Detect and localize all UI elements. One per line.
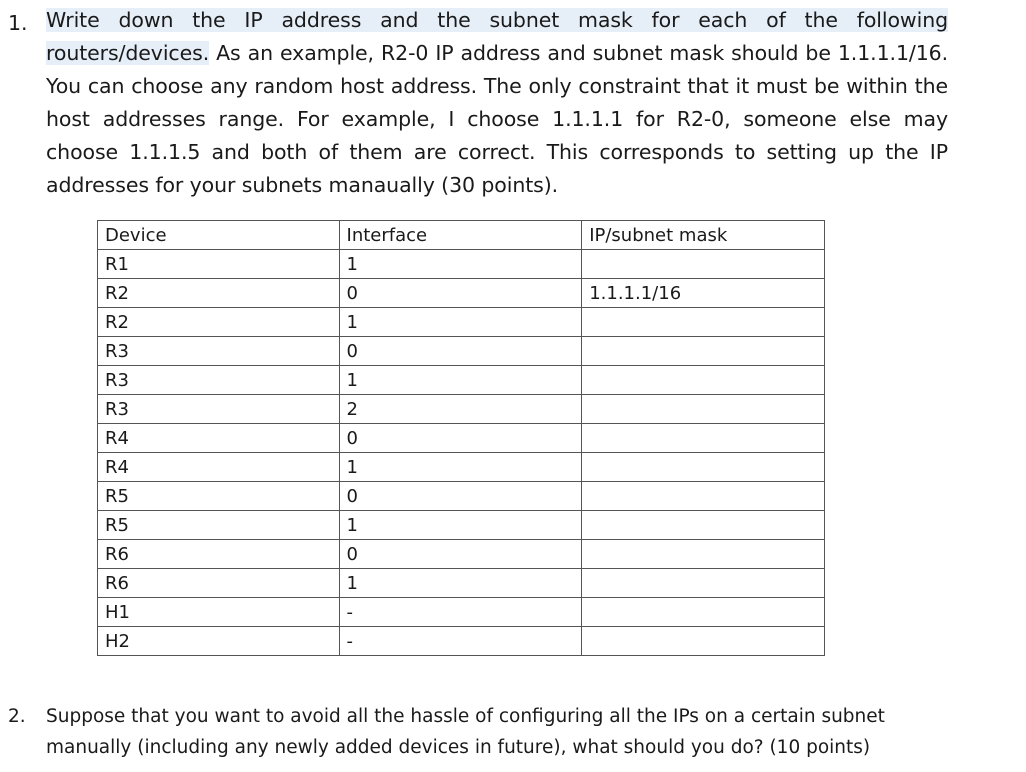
table-body	[98, 250, 825, 656]
interface-cell: -	[339, 627, 582, 656]
device-cell: R3	[98, 337, 340, 366]
interface-cell: -	[339, 598, 582, 627]
table-row	[98, 569, 825, 598]
question-1-body-text: As an example, R2-0 IP address and subnet mask should be 1.1.1.1/16. You can choose any random host address. The only constraint that it must be within the host addresses range. For example, I choose 1.1.1.1 for R2-0, someone else may choose 1.1.1.5 and both of them are correct. This corresponds to setting up the IP addresses for your subnets manaually (30 points).	[46, 41, 948, 197]
device-cell: H2	[98, 627, 340, 656]
ip-subnet-mask-cell	[582, 308, 825, 337]
header-interface: Interface	[339, 221, 582, 250]
device-cell: R3	[98, 395, 340, 424]
ip-subnet-mask-cell	[582, 453, 825, 482]
device-cell: R1	[98, 250, 340, 279]
ip-subnet-mask-cell	[582, 424, 825, 453]
question-1-text	[46, 4, 948, 202]
question-1-number: 1.	[8, 11, 28, 35]
ip-subnet-mask-cell	[582, 337, 825, 366]
ip-subnet-mask-cell	[582, 569, 825, 598]
table-row	[98, 308, 825, 337]
device-cell: R3	[98, 366, 340, 395]
interface-cell: 0	[339, 279, 582, 308]
device-cell: R4	[98, 424, 340, 453]
interface-cell: 0	[339, 482, 582, 511]
table-row	[98, 366, 825, 395]
table-row	[98, 627, 825, 656]
table-row	[98, 598, 825, 627]
question-1-highlighted-text: Write down the IP address and the subnet mask for each of the following routers/devices.	[46, 8, 948, 65]
ip-subnet-mask-cell	[582, 395, 825, 424]
interface-cell: 2	[339, 395, 582, 424]
interface-cell: 0	[339, 424, 582, 453]
question-2-text: Suppose that you want to avoid all the hassle of configuring all the IPs on a certain subnet manually (including any newly added devices in future), what should you do? (10 points)	[46, 706, 885, 758]
question-2-number: 2.	[8, 706, 26, 727]
table-row	[98, 482, 825, 511]
ip-subnet-mask-cell: 1.1.1.1/16	[582, 279, 825, 308]
device-cell: R2	[98, 279, 340, 308]
interface-cell: 1	[339, 366, 582, 395]
ip-subnet-mask-cell	[582, 482, 825, 511]
header-ip-subnet-mask: IP/subnet mask	[582, 221, 825, 250]
device-cell: R4	[98, 453, 340, 482]
device-cell: R6	[98, 540, 340, 569]
ip-subnet-mask-cell	[582, 366, 825, 395]
device-cell: R2	[98, 308, 340, 337]
interface-cell: 1	[339, 569, 582, 598]
ip-subnet-mask-cell	[582, 598, 825, 627]
table-row	[98, 250, 825, 279]
table-row	[98, 337, 825, 366]
interface-cell: 1	[339, 308, 582, 337]
ip-subnet-mask-cell	[582, 540, 825, 569]
table-row	[98, 540, 825, 569]
ip-subnet-mask-cell	[582, 250, 825, 279]
table-row	[98, 511, 825, 540]
ip-subnet-mask-cell	[582, 511, 825, 540]
table-row	[98, 424, 825, 453]
table-row	[98, 279, 825, 308]
interface-cell: 0	[339, 337, 582, 366]
table-header-row	[98, 221, 825, 250]
ip-subnet-mask-cell	[582, 627, 825, 656]
table-row	[98, 453, 825, 482]
interface-cell: 1	[339, 511, 582, 540]
table-row	[98, 395, 825, 424]
ip-address-table	[97, 220, 825, 656]
header-device: Device	[98, 221, 340, 250]
interface-cell: 0	[339, 540, 582, 569]
device-cell: R5	[98, 482, 340, 511]
device-cell: R6	[98, 569, 340, 598]
device-cell: R5	[98, 511, 340, 540]
interface-cell: 1	[339, 250, 582, 279]
device-cell: H1	[98, 598, 340, 627]
interface-cell: 1	[339, 453, 582, 482]
